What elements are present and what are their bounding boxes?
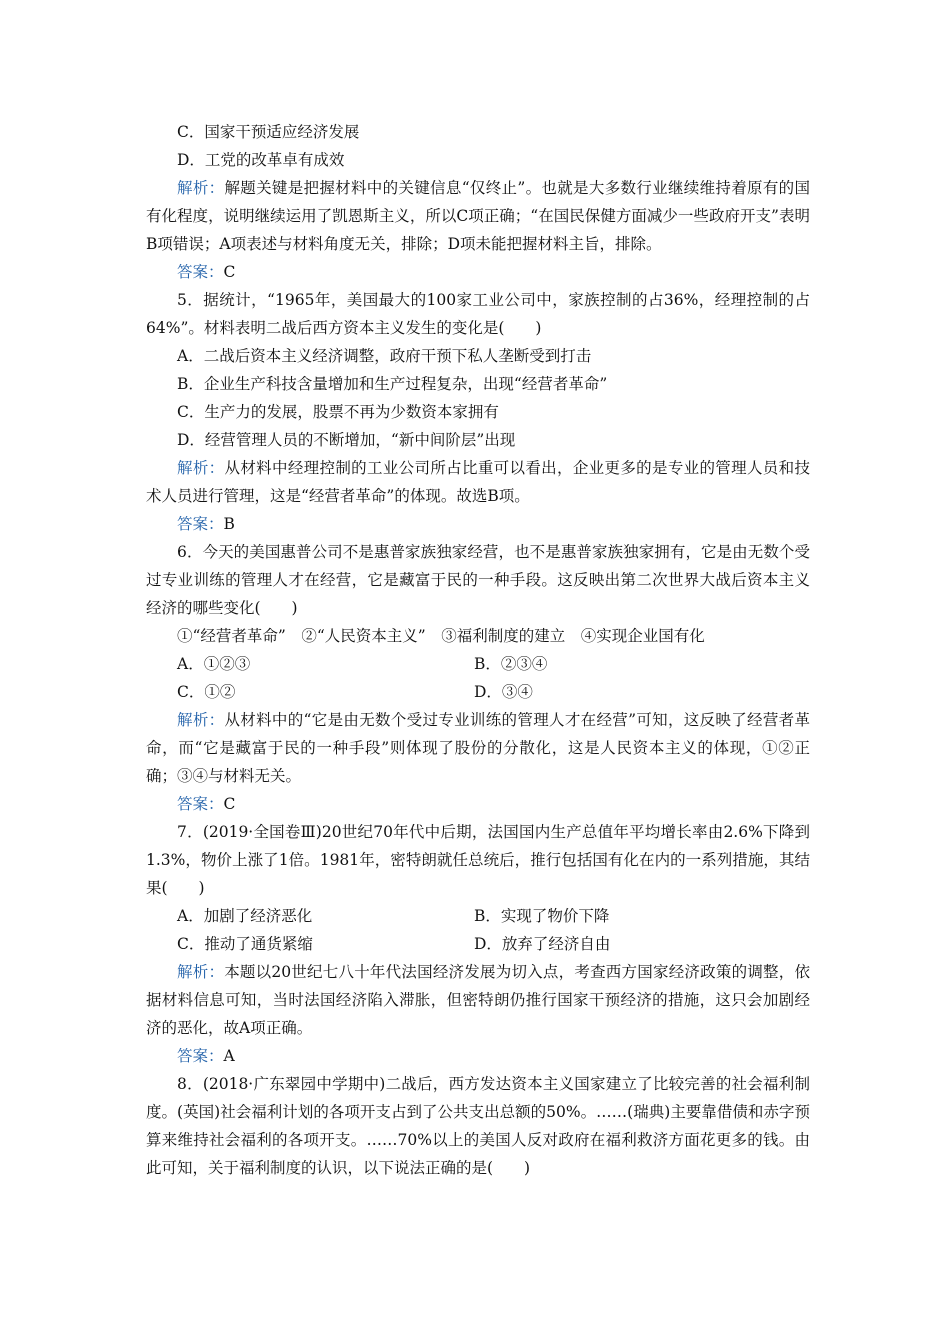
q4-option-c: C．国家干预适应经济发展 [177,123,360,141]
q6-option-b: B．②③④ [474,655,548,673]
q7-answer-label: 答案： [177,1047,224,1065]
q5-answer-value: B [223,515,235,533]
q6-stem: 6．今天的美国惠普公司不是惠普家族独家经营，也不是惠普家族独家拥有，它是由无数个受过专业训练的管理人才在经营，它是藏富于民的一种手段。这反映出第二次世界大战后资本主义经济的哪些变化( ) [146,543,810,617]
q7-answer [146,1042,810,1070]
q6-options-row-1 [146,650,810,678]
q5-analysis-label: 解析： [177,459,225,477]
q4-option-d: D．工党的改革卓有成效 [177,151,345,169]
q7-analysis-label: 解析： [177,963,225,981]
q5-analysis [146,454,810,510]
q5-stem: 5．据统计，“1965年，美国最大的100家工业公司中，家族控制的占36%，经理控制的占64%”。材料表明二战后西方资本主义发生的变化是( ) [146,291,810,337]
q6-answer-value: C [223,795,236,813]
q6-option-a: A．①②③ [177,655,251,673]
q6-option-d: D．③④ [474,683,533,701]
q4-analysis-text: 解题关键是把握材料中的关键信息“仅终止”。也就是大多数行业继续维持着原有的国有化程度，说明继续运用了凯恩斯主义，所以C项正确；“在国民保健方面减少一些政府开支”表明B项错误；A项表述与材料角度无关，排除；D项未能把握材料主旨，排除。 [146,179,810,253]
q6-option-c: C．①② [177,683,236,701]
q7-options-row-2 [146,930,810,958]
document-page [146,118,810,1182]
q8-stem: 8．(2018·广东翠园中学期中)二战后，西方发达资本主义国家建立了比较完善的社会福利制度。(英国)社会福利计划的各项开支占到了公共支出总额的50%。……(瑞典)主要靠借债和赤字预算来维持社会福利的各项开支。……70%以上的美国人反对政府在福利救济方面花更多的钱。由此可知，关于福利制度的认识，以下说法正确的是( ) [146,1075,810,1177]
q6-answer [146,790,810,818]
q4-answer [146,258,810,286]
q6-analysis [146,706,810,790]
q6-analysis-label: 解析： [177,711,225,729]
q6-answer-label: 答案： [177,795,224,813]
q6-items: ①“经营者革命” ②“人民资本主义” ③福利制度的建立 ④实现企业国有化 [177,627,705,645]
q4-analysis [146,174,810,258]
q7-option-a: A．加剧了经济恶化 [177,907,313,925]
q5-analysis-text: 从材料中经理控制的工业公司所占比重可以看出，企业更多的是专业的管理人员和技术人员进行管理，这是“经营者革命”的体现。故选B项。 [146,459,810,505]
q5-option-c: C．生产力的发展，股票不再为少数资本家拥有 [177,403,499,421]
q7-option-c: C．推动了通货紧缩 [177,935,313,953]
q5-option-a: A．二战后资本主义经济调整，政府干预下私人垄断受到打击 [177,347,592,365]
q7-option-d: D．放弃了经济自由 [474,935,611,953]
q7-stem: 7．(2019·全国卷Ⅲ)20世纪70年代中后期，法国国内生产总值年平均增长率由2.6%下降到1.3%，物价上涨了1倍。1981年，密特朗就任总统后，推行包括国有化在内的一系列措施，其结果( ) [146,823,810,897]
q5-option-b: B．企业生产科技含量增加和生产过程复杂，出现“经营者革命” [177,375,608,393]
q5-answer-label: 答案： [177,515,224,533]
q4-answer-label: 答案： [177,263,224,281]
q7-analysis [146,958,810,1042]
q5-answer [146,510,810,538]
q7-options-row-1 [146,902,810,930]
q6-options-row-2 [146,678,810,706]
q7-analysis-text: 本题以20世纪七八十年代法国经济发展为切入点，考查西方国家经济政策的调整，依据材料信息可知，当时法国经济陷入滞胀，但密特朗仍推行国家干预经济的措施，这只会加剧经济的恶化，故A项正确。 [146,963,810,1037]
q7-answer-value: A [223,1047,235,1065]
q4-analysis-label: 解析： [177,179,225,197]
q4-answer-value: C [223,263,236,281]
q5-option-d: D．经营管理人员的不断增加，“新中间阶层”出现 [177,431,516,449]
q7-option-b: B．实现了物价下降 [474,907,610,925]
q6-analysis-text: 从材料中的“它是由无数个受过专业训练的管理人才在经营”可知，这反映了经营者革命，而“它是藏富于民的一种手段”则体现了股份的分散化，这是人民资本主义的体现，①②正确；③④与材料无关。 [146,711,810,785]
